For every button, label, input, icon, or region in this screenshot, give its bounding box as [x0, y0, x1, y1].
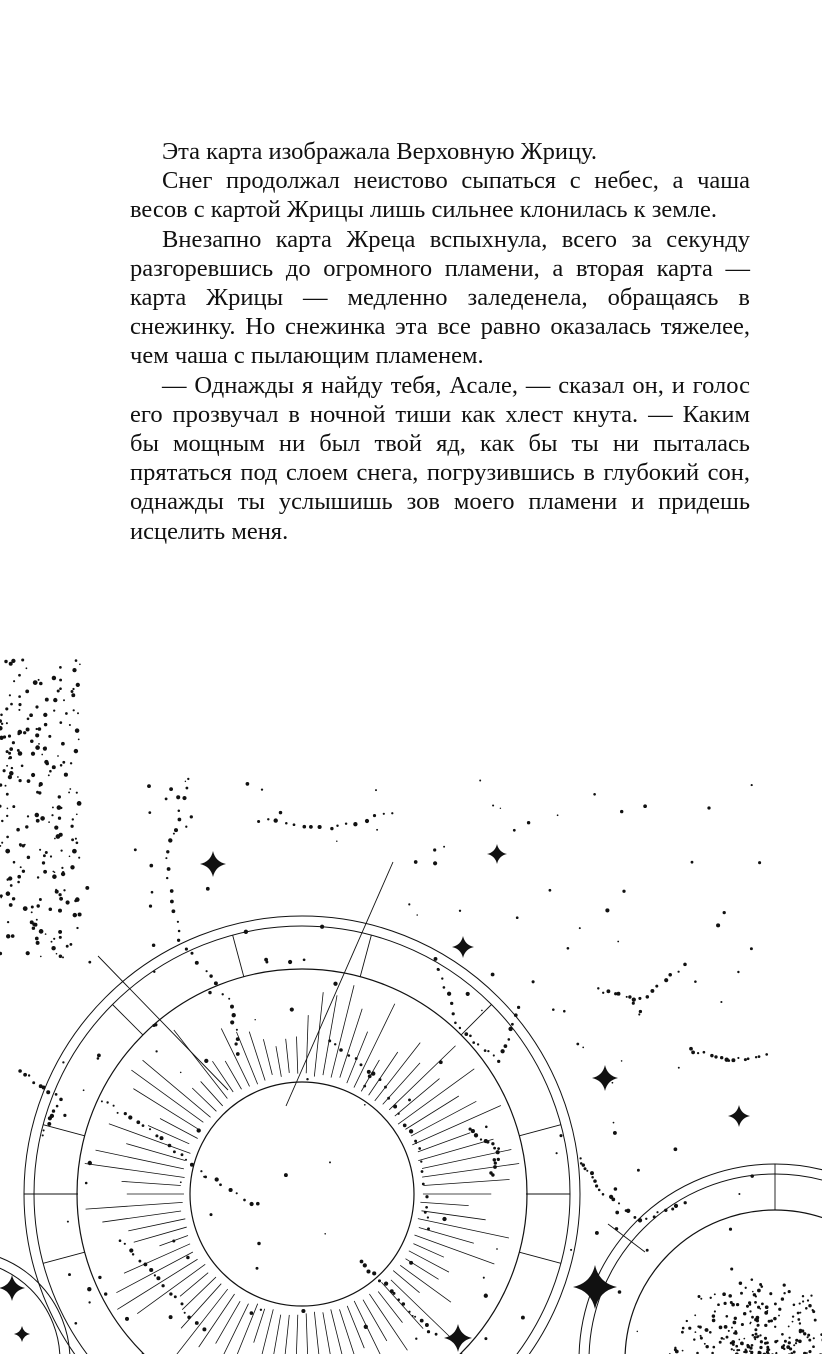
zodiac-wheel-main [24, 862, 580, 1354]
paragraph: — Однажды я найду тебя, Асале, — сказал он, и голос его прозвучал в ночной тиши как хлест кнута. — Каким бы мощным ни был твой яд, как бы ты ни пыталась прятаться под слоем снега, погрузившись в глубокий сон, однажды ты услышишь зов моего пламени и придешь исцелить меня. [130, 371, 750, 545]
paragraph: Снег продолжал неистово сыпаться с небес, а чаша весов с картой Жрицы лишь сильнее клонилась к земле. [130, 167, 750, 224]
zodiac-wheel-right [579, 1164, 822, 1354]
zodiac-wheel-left [0, 1250, 70, 1354]
paragraph: Эта карта изображала Верховную Жрицу. [162, 138, 597, 165]
body-text [130, 137, 750, 546]
sparkle-stars [0, 844, 750, 1352]
paragraph: Внезапно карта Жреца вспыхнула, всего за секунду разгоревшись до огромного пламени, а вторая карта — карта Жрицы — медленно заледенела, обращаясь в снежинку. Но снежинка эта все равно оказалась тяжелее, чем чаша с пылающим пламенем. [130, 225, 750, 370]
constellation-dots [0, 658, 822, 1354]
astrological-star-map-illustration [0, 630, 822, 1354]
